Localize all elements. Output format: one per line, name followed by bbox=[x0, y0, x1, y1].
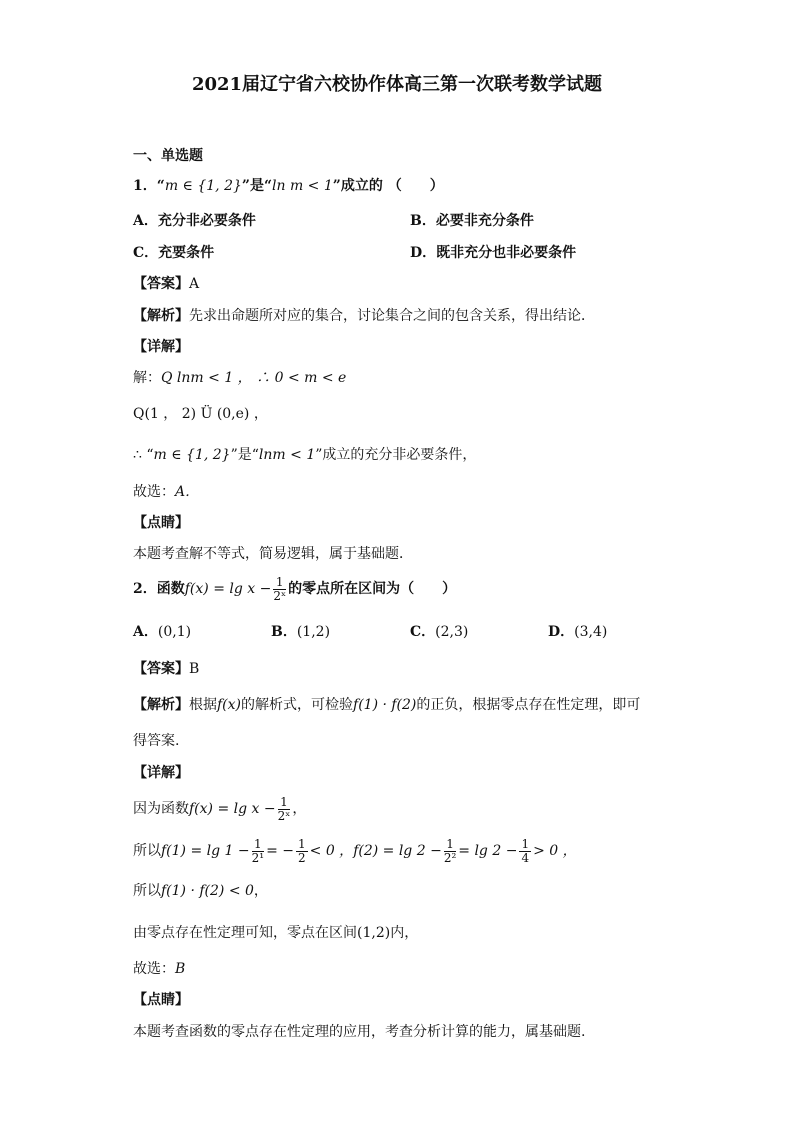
option-c: C．充要条件 bbox=[133, 245, 215, 261]
detail-line-4: 由零点存在性定理可知，零点在区间(1,2)内， bbox=[133, 925, 419, 941]
answer-line bbox=[133, 276, 199, 293]
detail-tag: 【详解】 bbox=[133, 339, 189, 355]
option-a: A．充分非必要条件 bbox=[133, 213, 256, 229]
detail-line-1: 解：Q lnm < 1 ， ∴ 0 < m < e bbox=[133, 370, 347, 386]
detail-line-3: ∴ “m ∈ {1, 2}”是“lnm < 1”成立的充分非必要条件， bbox=[133, 447, 477, 463]
math-inline: f(1) · f(2) < 0 bbox=[161, 883, 254, 899]
chosen-answer: B bbox=[175, 961, 186, 977]
option-c: C．(2,3) bbox=[410, 624, 469, 640]
analysis-tag: 【解析】 bbox=[133, 697, 189, 713]
comment-text: 本题考查函数的零点存在性定理的应用，考查分析计算的能力，属基础题. bbox=[133, 1024, 586, 1040]
answer-value: B bbox=[189, 661, 200, 677]
detail-line-1: 因为函数f(x) = lg x − $\frac{1}{\text{2ˣ}}$ ， bbox=[133, 795, 307, 823]
section-heading: 一、单选题 bbox=[133, 148, 203, 164]
comment-tag: 【点睛】 bbox=[133, 515, 189, 531]
math-inline: lnm < 1 bbox=[258, 447, 316, 463]
analysis-line bbox=[133, 308, 595, 325]
math-inline: f(1) · f(2) bbox=[353, 697, 417, 713]
analysis-tag: 【解析】 bbox=[133, 308, 189, 324]
choose-line: 故选：B bbox=[133, 961, 186, 977]
math-inline: f(x) = lg x − bbox=[189, 801, 276, 818]
option-d: D．(3,4) bbox=[548, 624, 608, 640]
option-b: B．必要非充分条件 bbox=[410, 213, 534, 229]
answer-tag: 【答案】 bbox=[133, 661, 189, 677]
math-inline: m ∈ {1, 2} bbox=[153, 447, 231, 463]
analysis-line-2: 得答案. bbox=[133, 733, 180, 749]
math-inline: ln m < 1 bbox=[272, 178, 333, 194]
fraction: $\frac{1}{\text{2²}}$ bbox=[443, 837, 457, 865]
question-1-stem: 1．“m ∈ {1, 2}”是“ln m < 1”成立的 （ ） bbox=[133, 178, 444, 194]
detail-tag: 【详解】 bbox=[133, 765, 189, 781]
fraction: $\frac{1}{\text{2¹}}$ bbox=[251, 837, 265, 865]
detail-line-2: Q(1 ， 2) Ü (0,e) ， bbox=[133, 406, 268, 422]
fraction: $\frac{1}{\text{2ˣ}}$ bbox=[273, 575, 287, 603]
analysis-text: 先求出命题所对应的集合，讨论集合之间的包含关系，得出结论． bbox=[189, 308, 595, 324]
comment-text: 本题考查解不等式，简易逻辑，属于基础题． bbox=[133, 546, 413, 562]
comment-tag: 【点睛】 bbox=[133, 992, 189, 1008]
chosen-answer: A． bbox=[175, 484, 200, 500]
math-inline: m ∈ {1, 2} bbox=[164, 178, 242, 194]
page-title: 2021届辽宁省六校协作体高三第一次联考数学试题 bbox=[191, 74, 603, 95]
detail-line-2: 所以f(1) = lg 1 − $\frac{1}{\text{2¹}}$ = − $\frac{1}{2}$ < 0 ，f(2) = lg 2 − $\frac{1}{\text{2²}}$ = lg 2 − $\frac{1}{4}$ > 0 ， bbox=[133, 837, 577, 865]
fraction: $\frac{1}{\text{2ˣ}}$ bbox=[277, 795, 291, 823]
math-inline: Q lnm < 1 ， ∴ 0 < m < e bbox=[161, 370, 347, 386]
math-inline: f(x) bbox=[217, 697, 242, 713]
fraction: $\frac{1}{2}$ bbox=[298, 837, 306, 865]
choose-line: 故选：A． bbox=[133, 484, 200, 500]
answer-value: A bbox=[189, 276, 200, 292]
option-a: A．(0,1) bbox=[133, 624, 192, 640]
analysis-line: 【解析】根据f(x)的解析式，可检验f(1) · f(2)的正负，根据零点存在性定理，即可 bbox=[133, 697, 641, 713]
answer-line bbox=[133, 661, 199, 678]
option-b: B．(1,2) bbox=[271, 624, 331, 640]
math-inline: (1,2) bbox=[357, 925, 391, 941]
question-number: 1． bbox=[133, 178, 157, 194]
math-inline: f(x) = lg x − bbox=[184, 581, 272, 598]
answer-tag: 【答案】 bbox=[133, 276, 189, 292]
question-2-stem: 2．函数f(x) = lg x − $\frac{1}{\text{2ˣ}}$ 的零点所在区间为（ ） bbox=[133, 575, 457, 603]
question-number: 2． bbox=[133, 581, 157, 598]
detail-line-3: 所以f(1) · f(2) < 0， bbox=[133, 883, 268, 899]
option-d: D．既非充分也非必要条件 bbox=[410, 245, 577, 261]
fraction: $\frac{1}{4}$ bbox=[521, 837, 530, 865]
